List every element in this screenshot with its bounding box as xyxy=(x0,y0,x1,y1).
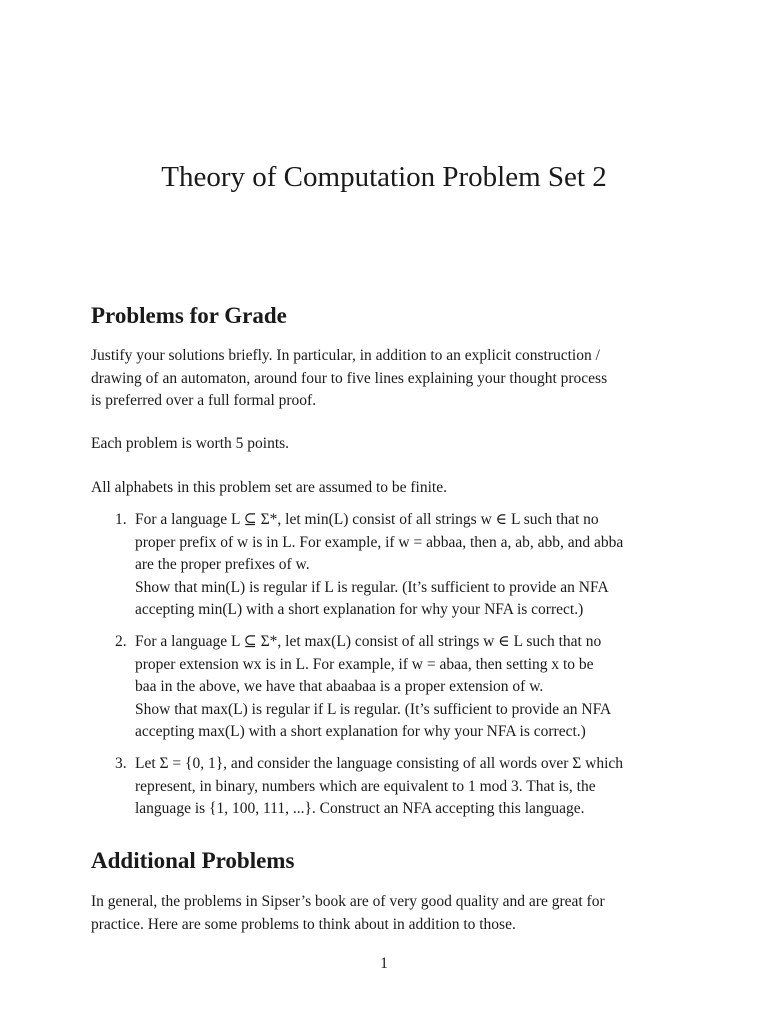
paragraph-line: Justify your solutions briefly. In particular, in addition to an explicit construction / xyxy=(91,347,600,364)
problem-line: Show that min(L) is regular if L is regular. (It’s sufficient to provide an NFA xyxy=(135,578,609,596)
problem-number: 2. xyxy=(115,633,127,650)
problem-2 xyxy=(91,631,724,744)
section-heading-grade: Problems for Grade xyxy=(91,303,287,328)
problem-line: accepting min(L) with a short explanation for why your NFA is correct.) xyxy=(135,601,584,618)
problem-line: proper extension wx is in L. For example, if w = abaa, then setting x to be xyxy=(135,655,594,673)
alphabet-note: All alphabets in this problem set are assumed to be finite. xyxy=(91,479,447,496)
problem-3 xyxy=(91,753,724,821)
paragraph-line: drawing of an automaton, around four to five lines explaining your thought process xyxy=(91,369,608,387)
problem-number: 3. xyxy=(115,755,127,772)
paragraph-line: In general, the problems in Sipser’s book are of very good quality and are great for xyxy=(91,893,605,910)
problem-line: are the proper prefixes of w. xyxy=(135,556,310,573)
document-title: Theory of Computation Problem Set 2 xyxy=(161,161,607,193)
problem-line: language is {1, 100, 111, ...}. Construct an NFA accepting this language. xyxy=(135,800,585,817)
problem-line: Show that max(L) is regular if L is regular. (It’s sufficient to provide an NFA xyxy=(135,700,612,718)
additional-paragraph xyxy=(91,891,680,936)
paragraph-line: practice. Here are some problems to think about in addition to those. xyxy=(91,915,516,933)
problem-line: baa in the above, we have that abaabaa is a proper extension of w. xyxy=(135,678,544,695)
problem-1 xyxy=(91,509,724,622)
problem-number: 1. xyxy=(115,511,127,528)
section-heading-additional: Additional Problems xyxy=(91,848,295,873)
instructions-paragraph xyxy=(91,345,680,413)
problem-line: proper prefix of w is in L. For example, if w = abbaa, then a, ab, abb, and abba xyxy=(135,533,624,551)
page-number: 1 xyxy=(380,955,388,972)
problem-line: For a language L ⊆ Σ*, let max(L) consist of all strings w ∈ L such that no xyxy=(135,633,602,650)
problem-line: accepting max(L) with a short explanation for why your NFA is correct.) xyxy=(135,723,586,740)
points-note: Each problem is worth 5 points. xyxy=(91,435,290,452)
problem-line: For a language L ⊆ Σ*, let min(L) consist of all strings w ∈ L such that no xyxy=(135,511,599,528)
paragraph-line: is preferred over a full formal proof. xyxy=(91,392,317,409)
problem-line: Let Σ = {0, 1}, and consider the language consisting of all words over Σ which xyxy=(135,755,624,772)
problem-line: represent, in binary, numbers which are equivalent to 1 mod 3. That is, the xyxy=(135,777,596,795)
